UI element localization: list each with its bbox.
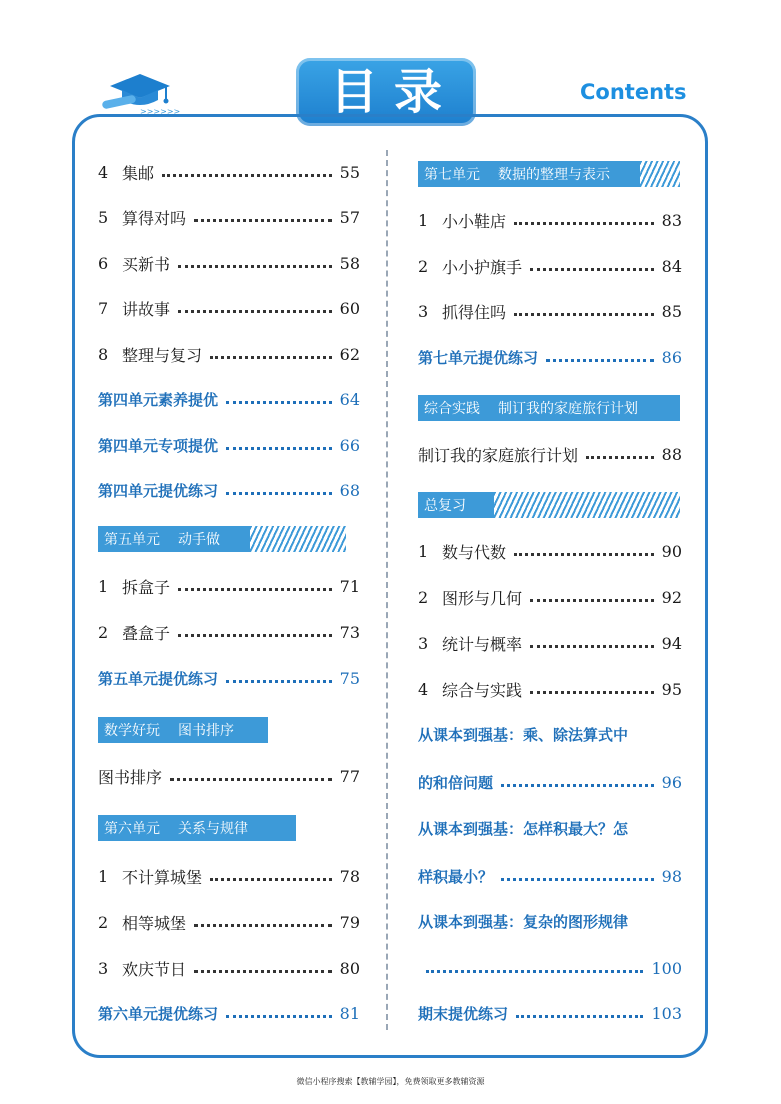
toc-entry-special-line1[interactable]: 从课本到强基：怎样积最大？怎 <box>418 820 629 838</box>
toc-entry[interactable]: 3 抓得住吗 85 <box>418 301 682 322</box>
page-title: 目录 <box>296 58 476 126</box>
toc-entry-practice[interactable]: 第四单元专项提优 66 <box>98 435 360 455</box>
toc-entry[interactable]: 1 小小鞋店 83 <box>418 210 682 231</box>
toc-entry-special-line1[interactable]: 从课本到强基：复杂的图形规律 <box>418 913 629 931</box>
toc-entry-practice[interactable]: 第五单元提优练习 75 <box>98 668 360 688</box>
toc-entry-final[interactable]: 期末提优练习 103 <box>418 1003 682 1023</box>
toc-entry[interactable]: 2 小小护旗手 84 <box>418 256 682 277</box>
toc-entry[interactable]: 6 买新书 58 <box>98 253 360 274</box>
toc-entry[interactable]: 4 集邮 55 <box>98 162 360 183</box>
toc-entry[interactable]: 制订我的家庭旅行计划 88 <box>418 444 682 465</box>
column-divider <box>386 150 388 1030</box>
toc-entry-practice[interactable]: 第六单元提优练习 81 <box>98 1003 360 1023</box>
toc-entry[interactable]: 5 算得对吗 57 <box>98 207 360 228</box>
toc-entry-special-line1[interactable]: 从课本到强基：乘、除法算式中 <box>418 726 629 744</box>
toc-entry-special[interactable]: 样积最小？ 98 <box>418 866 682 886</box>
section-banner-unit5: 第五单元 动手做 <box>98 526 250 552</box>
svg-text:>>>>>>: >>>>>> <box>140 107 180 116</box>
toc-entry[interactable]: 2 叠盒子 73 <box>98 622 360 643</box>
toc-entry[interactable]: 8 整理与复习 62 <box>98 344 360 365</box>
page-subtitle: Contents <box>580 80 687 104</box>
section-banner-review: 总复习 <box>418 492 494 518</box>
toc-entry-practice[interactable]: 第四单元素养提优 64 <box>98 389 360 409</box>
toc-entry[interactable]: 1 不计算城堡 78 <box>98 866 360 887</box>
section-banner-practice: 综合实践 制订我的家庭旅行计划 <box>418 395 680 421</box>
toc-entry-special[interactable]: 的和倍问题 96 <box>418 772 682 792</box>
toc-entry[interactable]: 图书排序 77 <box>98 766 360 787</box>
toc-entry[interactable]: 1 数与代数 90 <box>418 541 682 562</box>
footer-note: 微信小程序搜索【教辅学园】，免费领取更多教辅资源 <box>296 1077 485 1086</box>
toc-entry[interactable]: 4 综合与实践 95 <box>418 679 682 700</box>
toc-entry-special[interactable]: 100 <box>418 953 682 983</box>
toc-entry[interactable]: 2 图形与几何 92 <box>418 587 682 608</box>
graduation-cap-logo-icon <box>100 68 180 118</box>
toc-entry[interactable]: 2 相等城堡 79 <box>98 912 360 933</box>
toc-entry-practice[interactable]: 第四单元提优练习 68 <box>98 480 360 500</box>
section-banner-unit6: 第六单元 关系与规律 <box>98 815 296 841</box>
toc-entry[interactable]: 7 讲故事 60 <box>98 298 360 319</box>
section-banner-unit7: 第七单元 数据的整理与表示 <box>418 161 640 187</box>
toc-entry-practice[interactable]: 第七单元提优练习 86 <box>418 347 682 367</box>
section-banner-fun: 数学好玩 图书排序 <box>98 717 268 743</box>
toc-entry[interactable]: 1 拆盒子 71 <box>98 576 360 597</box>
toc-entry[interactable]: 3 欢庆节日 80 <box>98 958 360 979</box>
toc-entry[interactable]: 3 统计与概率 94 <box>418 633 682 654</box>
